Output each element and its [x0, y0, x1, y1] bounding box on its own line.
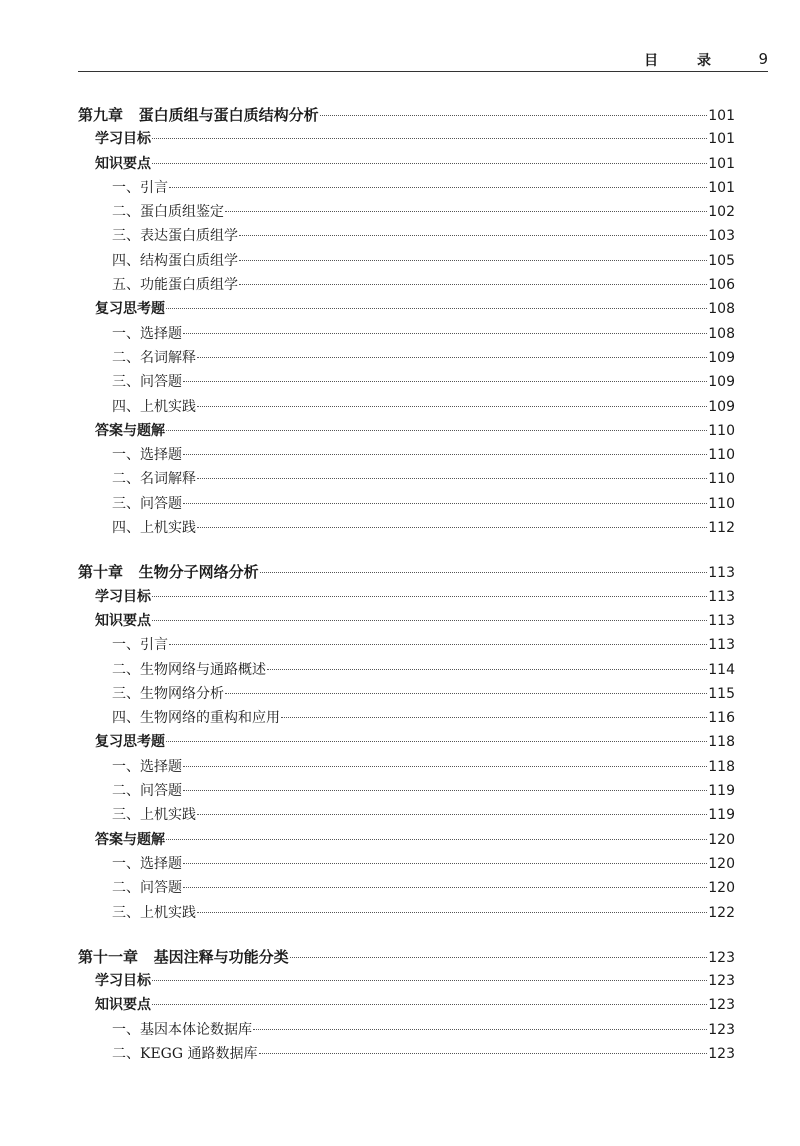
section-entry[interactable]: [78, 297, 735, 321]
subsection-entry[interactable]: [78, 633, 735, 657]
entry-title: 二、生物网络与通路概述: [112, 661, 266, 678]
entry-title: 答案与题解: [95, 422, 165, 439]
entry-title: 知识要点: [95, 997, 151, 1014]
dot-leader: [183, 790, 707, 791]
entry-page-number: 123: [708, 1021, 735, 1038]
dot-leader: [197, 814, 707, 815]
chapter-title-entry[interactable]: [78, 103, 735, 127]
entry-title: 二、名词解释: [112, 349, 196, 366]
entry-title: 复习思考题: [95, 301, 165, 318]
subsection-entry[interactable]: [78, 1018, 735, 1042]
header-page-number: 9: [758, 50, 768, 68]
entry-page-number: 116: [708, 710, 735, 727]
entry-page-number: 105: [708, 252, 735, 269]
entry-page-number: 108: [708, 301, 735, 318]
subsection-entry[interactable]: [78, 249, 735, 273]
subsection-entry[interactable]: [78, 322, 735, 346]
dot-leader: [260, 572, 708, 573]
dot-leader: [183, 887, 707, 888]
running-header: [78, 50, 768, 72]
entry-page-number: 119: [708, 783, 735, 800]
entry-title: 三、上机实践: [112, 904, 196, 921]
dot-leader: [166, 741, 707, 742]
entry-title: 二、问答题: [112, 880, 182, 897]
chapter-block: [78, 945, 735, 1066]
entry-title: 二、名词解释: [112, 471, 196, 488]
entry-page-number: 120: [708, 831, 735, 848]
subsection-entry[interactable]: [78, 200, 735, 224]
entry-title: 复习思考题: [95, 734, 165, 751]
dot-leader: [183, 454, 707, 455]
section-entry[interactable]: [78, 828, 735, 852]
entry-title: 知识要点: [95, 155, 151, 172]
dot-leader: [267, 669, 707, 670]
section-entry[interactable]: [78, 127, 735, 151]
subsection-entry[interactable]: [78, 1042, 735, 1066]
entry-page-number: 112: [708, 520, 735, 537]
dot-leader: [197, 478, 707, 479]
entry-page-number: 113: [708, 565, 735, 582]
entry-title: 学习目标: [95, 973, 151, 990]
entry-title: 三、上机实践: [112, 807, 196, 824]
entry-page-number: 122: [708, 904, 735, 921]
subsection-entry[interactable]: [78, 803, 735, 827]
dot-leader: [320, 115, 708, 116]
dot-leader: [197, 406, 707, 407]
chapter-block: [78, 103, 735, 540]
entry-title: 一、选择题: [112, 855, 182, 872]
entry-title: 三、生物网络分析: [112, 685, 224, 702]
dot-leader: [225, 693, 707, 694]
entry-page-number: 106: [708, 277, 735, 294]
dot-leader: [259, 1053, 708, 1054]
entry-title: 一、选择题: [112, 325, 182, 342]
entry-page-number: 123: [708, 949, 735, 966]
subsection-entry[interactable]: [78, 876, 735, 900]
chapter-title-entry[interactable]: [78, 560, 735, 584]
entry-page-number: 113: [708, 637, 735, 654]
entry-page-number: 113: [708, 612, 735, 629]
entry-page-number: 101: [708, 131, 735, 148]
subsection-entry[interactable]: [78, 901, 735, 925]
entry-page-number: 102: [708, 204, 735, 221]
entry-page-number: 109: [708, 374, 735, 391]
dot-leader: [290, 957, 708, 958]
subsection-entry[interactable]: [78, 658, 735, 682]
subsection-entry[interactable]: [78, 492, 735, 516]
entry-page-number: 101: [708, 179, 735, 196]
entry-page-number: 123: [708, 1045, 735, 1062]
subsection-entry[interactable]: [78, 273, 735, 297]
chapter-block: [78, 560, 735, 924]
section-entry[interactable]: [78, 730, 735, 754]
subsection-entry[interactable]: [78, 224, 735, 248]
entry-title: 一、选择题: [112, 447, 182, 464]
dot-leader: [183, 333, 707, 334]
entry-title: 知识要点: [95, 612, 151, 629]
entry-title: 二、问答题: [112, 783, 182, 800]
entry-page-number: 108: [708, 325, 735, 342]
subsection-entry[interactable]: [78, 346, 735, 370]
dot-leader: [281, 717, 707, 718]
dot-leader: [183, 863, 707, 864]
section-entry[interactable]: [78, 585, 735, 609]
header-title: 目 录: [644, 53, 728, 69]
dot-leader: [166, 308, 707, 309]
entry-title: 四、上机实践: [112, 520, 196, 537]
dot-leader: [183, 766, 707, 767]
entry-title: 学习目标: [95, 588, 151, 605]
subsection-entry[interactable]: [78, 779, 735, 803]
section-entry[interactable]: [78, 152, 735, 176]
section-entry[interactable]: [78, 609, 735, 633]
subsection-entry[interactable]: [78, 467, 735, 491]
entry-title: 第九章 蛋白质组与蛋白质结构分析: [78, 106, 319, 124]
entry-title: 一、引言: [112, 637, 168, 654]
dot-leader: [152, 138, 707, 139]
entry-page-number: 109: [708, 349, 735, 366]
entry-title: 答案与题解: [95, 831, 165, 848]
entry-page-number: 101: [708, 108, 735, 124]
entry-page-number: 110: [708, 447, 735, 464]
entry-title: 三、表达蛋白质组学: [112, 228, 238, 245]
dot-leader: [166, 430, 707, 431]
dot-leader: [152, 620, 707, 621]
entry-title: 五、功能蛋白质组学: [112, 277, 238, 294]
dot-leader: [183, 503, 707, 504]
chapter-title-entry[interactable]: [78, 945, 735, 969]
entry-page-number: 110: [708, 422, 735, 439]
dot-leader: [197, 527, 707, 528]
entry-page-number: 123: [708, 973, 735, 990]
dot-leader: [152, 163, 707, 164]
dot-leader: [183, 381, 707, 382]
subsection-entry[interactable]: [78, 395, 735, 419]
subsection-entry[interactable]: [78, 706, 735, 730]
dot-leader: [166, 839, 707, 840]
subsection-entry[interactable]: [78, 370, 735, 394]
dot-leader: [169, 187, 707, 188]
subsection-entry[interactable]: [78, 852, 735, 876]
entry-page-number: 113: [708, 588, 735, 605]
dot-leader: [239, 260, 707, 261]
entry-title: 一、引言: [112, 179, 168, 196]
subsection-entry[interactable]: [78, 176, 735, 200]
entry-page-number: 101: [708, 155, 735, 172]
entry-title: 三、问答题: [112, 495, 182, 512]
entry-page-number: 118: [708, 758, 735, 775]
dot-leader: [152, 596, 707, 597]
subsection-entry[interactable]: [78, 755, 735, 779]
entry-page-number: 123: [708, 997, 735, 1014]
entry-page-number: 110: [708, 495, 735, 512]
entry-page-number: 110: [708, 471, 735, 488]
entry-title: 四、结构蛋白质组学: [112, 252, 238, 269]
dot-leader: [253, 1029, 707, 1030]
entry-title: 三、问答题: [112, 374, 182, 391]
dot-leader: [225, 211, 707, 212]
entry-page-number: 119: [708, 807, 735, 824]
entry-page-number: 118: [708, 734, 735, 751]
table-of-contents: [78, 103, 735, 1086]
subsection-entry[interactable]: [78, 516, 735, 540]
section-entry[interactable]: [78, 969, 735, 993]
dot-leader: [152, 1004, 707, 1005]
entry-title: 第十章 生物分子网络分析: [78, 563, 259, 582]
section-entry[interactable]: [78, 419, 735, 443]
dot-leader: [152, 980, 707, 981]
entry-title: 四、上机实践: [112, 398, 196, 415]
entry-page-number: 103: [708, 228, 735, 245]
entry-page-number: 109: [708, 398, 735, 415]
entry-page-number: 115: [708, 685, 735, 702]
dot-leader: [197, 357, 707, 358]
dot-leader: [239, 284, 707, 285]
entry-title: 一、选择题: [112, 758, 182, 775]
entry-title: 二、蛋白质组鉴定: [112, 204, 224, 221]
entry-title: 二、KEGG 通路数据库: [112, 1045, 258, 1062]
dot-leader: [239, 235, 707, 236]
entry-page-number: 120: [708, 855, 735, 872]
entry-title: 四、生物网络的重构和应用: [112, 710, 280, 727]
dot-leader: [169, 644, 707, 645]
entry-page-number: 120: [708, 880, 735, 897]
entry-page-number: 114: [708, 661, 735, 678]
entry-title: 第十一章 基因注释与功能分类: [78, 947, 289, 966]
dot-leader: [197, 912, 707, 913]
entry-title: 一、基因本体论数据库: [112, 1021, 252, 1038]
section-entry[interactable]: [78, 993, 735, 1017]
entry-title: 学习目标: [95, 131, 151, 148]
subsection-entry[interactable]: [78, 682, 735, 706]
subsection-entry[interactable]: [78, 443, 735, 467]
